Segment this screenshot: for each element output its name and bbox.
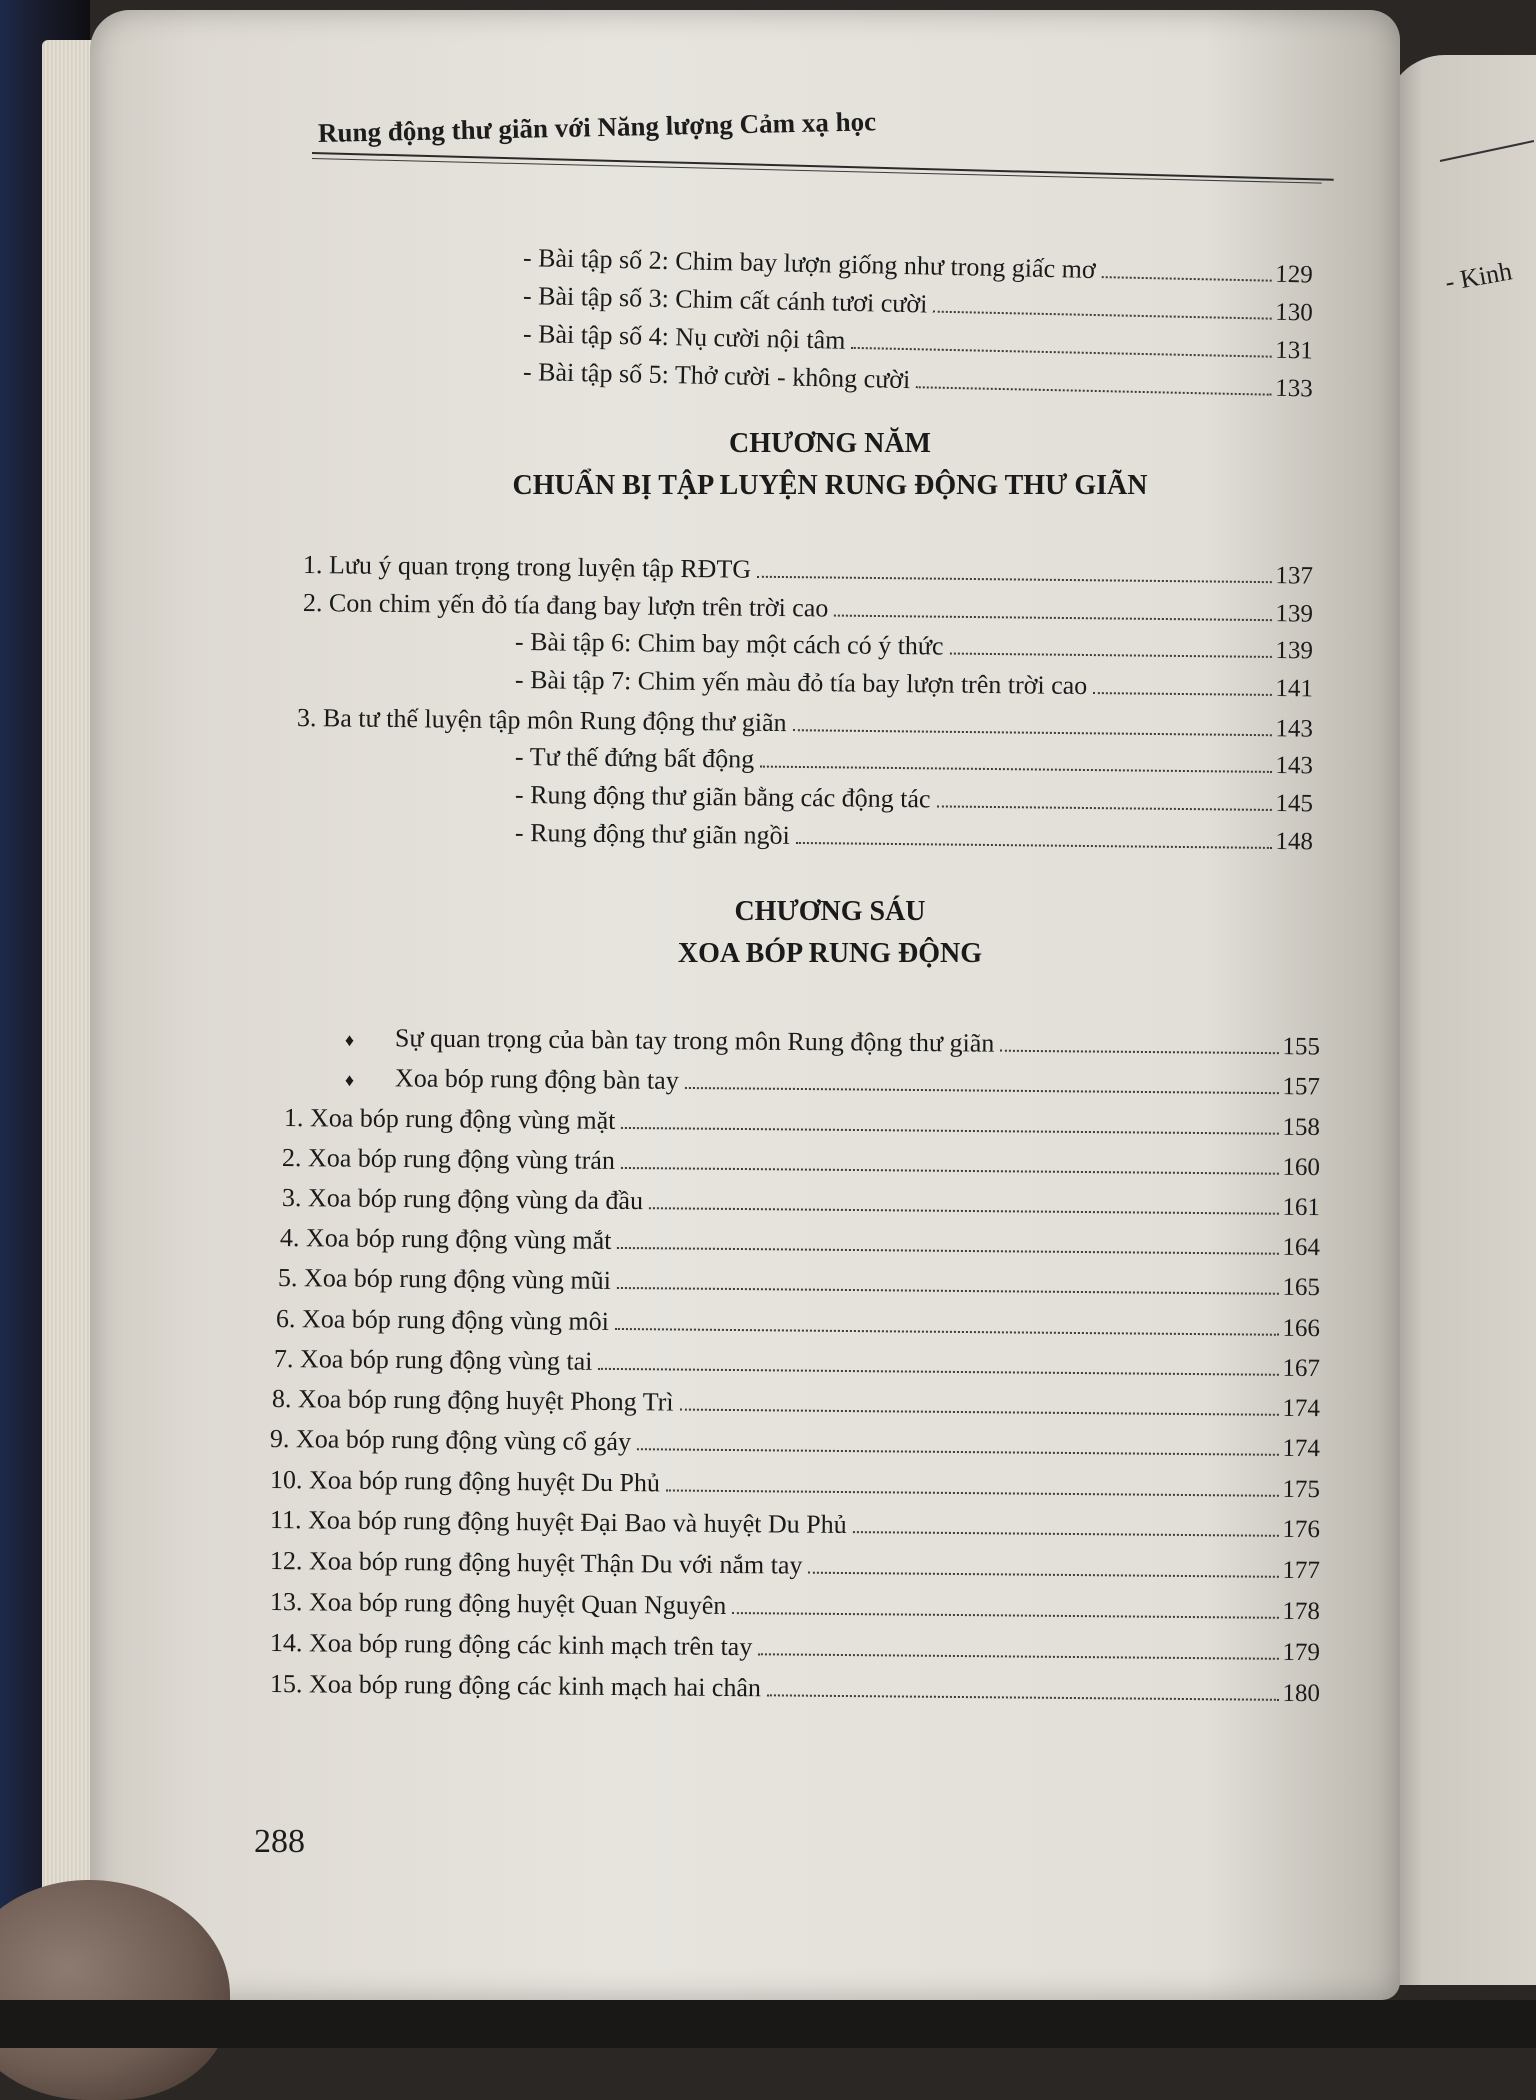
toc-leader xyxy=(1093,692,1271,696)
toc-entry-title: 1. Xoa bóp rung động vùng mặt xyxy=(283,1103,616,1135)
toc-entry-page: 143 xyxy=(1275,751,1314,780)
toc-entry-title: 6. Xoa bóp rung động vùng môi xyxy=(275,1304,610,1336)
toc-entry-page: 174 xyxy=(1282,1394,1321,1423)
toc-entry-page: 158 xyxy=(1282,1113,1321,1142)
toc-entry-title: - Bài tập số 2: Chim bay lượn giống như trong giấc mơ xyxy=(522,243,1096,284)
toc-entry-title: 3. Xoa bóp rung động vùng da đầu xyxy=(281,1183,644,1216)
chapter-title: XOA BÓP RUNG ĐỘNG xyxy=(677,938,983,969)
toc-entry-title: - Bài tập số 5: Thở cười - không cười xyxy=(522,357,911,395)
chapter-label: CHƯƠNG SÁU xyxy=(734,896,926,927)
toc-leader xyxy=(615,1328,1279,1336)
toc-entry-title: - Rung động thư giãn bằng các động tác xyxy=(514,780,931,814)
facing-page xyxy=(1385,55,1536,1985)
toc-leader xyxy=(760,766,1271,773)
toc-entry-page: 165 xyxy=(1282,1273,1321,1302)
toc-entry-page: 143 xyxy=(1275,715,1314,743)
toc-entry-page: 139 xyxy=(1275,600,1314,628)
toc-leader xyxy=(679,1409,1278,1416)
toc-entry-title: - Rung động thư giãn ngồi xyxy=(514,818,790,850)
toc-entry-page: 133 xyxy=(1275,374,1314,403)
toc-leader xyxy=(834,615,1271,622)
toc-leader xyxy=(808,1572,1278,1578)
toc-entry-title: 10. Xoa bóp rung động huyệt Du Phủ xyxy=(269,1465,661,1498)
toc-leader xyxy=(1000,1050,1278,1054)
toc-entry-title: 3. Ba tư thế luyện tập môn Rung động thư giãn xyxy=(296,703,787,738)
toc-leader xyxy=(621,1127,1278,1135)
toc-leader xyxy=(617,1247,1278,1255)
toc-leader xyxy=(598,1368,1278,1376)
toc-entry-title: 5. Xoa bóp rung động vùng mũi xyxy=(277,1263,612,1295)
toc-leader xyxy=(933,311,1271,320)
toc-entry-title: 14. Xoa bóp rung động các kinh mạch trên tay xyxy=(269,1628,753,1662)
toc-entry-title: 2. Xoa bóp rung động vùng trán xyxy=(281,1143,616,1175)
toc-entry-title: 2. Con chim yến đỏ tía đang bay lượn trên trời cao xyxy=(302,588,829,623)
facing-page-fragment: - Kinh xyxy=(1442,256,1515,297)
page-number: 288 xyxy=(254,1823,305,1860)
toc-leader xyxy=(617,1287,1279,1295)
toc-entry-title: 4. Xoa bóp rung động vùng mắt xyxy=(279,1223,612,1255)
toc-entry-title: 13. Xoa bóp rung động huyệt Quan Nguyên xyxy=(269,1587,727,1620)
toc-entry-title: 15. Xoa bóp rung động các kinh mạch hai chân xyxy=(269,1669,762,1703)
toc-leader xyxy=(796,842,1272,849)
toc-entry-page: 179 xyxy=(1282,1638,1321,1667)
toc-entry-title: 1. Lưu ý quan trọng trong luyện tập RĐTG xyxy=(302,550,752,584)
toc-leader xyxy=(757,576,1271,583)
toc-entry-page: 178 xyxy=(1282,1597,1321,1626)
chapter-label: CHƯƠNG NĂM xyxy=(729,428,931,459)
toc-entry-page: 129 xyxy=(1275,260,1314,289)
toc-entry-page: 175 xyxy=(1282,1475,1321,1504)
toc-entry-title: 8. Xoa bóp rung động huyệt Phong Trì xyxy=(271,1384,674,1417)
chapter-title: CHUẨN BỊ TẬP LUYỆN RUNG ĐỘNG THƯ GIÃN xyxy=(512,470,1148,501)
toc-entry-title: Xoa bóp rung động bàn tay xyxy=(394,1063,679,1095)
toc-entry-title: - Tư thế đứng bất động xyxy=(514,742,755,774)
background-surface xyxy=(0,2000,1536,2048)
toc-entry-page: 160 xyxy=(1282,1153,1321,1182)
running-header: Rung động thư giãn với Năng lượng Cảm xạ học xyxy=(317,106,877,148)
toc-entry-title: - Bài tập 6: Chim bay một cách có ý thức xyxy=(514,627,944,661)
toc-leader xyxy=(851,347,1271,358)
diamond-bullet-icon: ♦ xyxy=(344,1070,355,1091)
diamond-bullet-icon: ♦ xyxy=(344,1030,355,1051)
toc-entry-page: 180 xyxy=(1282,1679,1321,1708)
toc-entry-title: 9. Xoa bóp rung động vùng cổ gáy xyxy=(269,1424,632,1457)
toc-leader xyxy=(758,1653,1278,1660)
toc-leader xyxy=(621,1167,1279,1175)
toc-leader xyxy=(949,653,1271,658)
toc-entry-page: 155 xyxy=(1282,1033,1321,1061)
toc-leader xyxy=(666,1489,1279,1496)
toc-entry-page: 174 xyxy=(1282,1434,1321,1463)
toc-entry-page: 166 xyxy=(1282,1314,1321,1343)
toc-leader xyxy=(637,1448,1278,1456)
toc-entry-page: 139 xyxy=(1275,636,1314,665)
toc-leader xyxy=(853,1531,1279,1537)
toc-leader xyxy=(936,805,1271,811)
toc-entry-page: 157 xyxy=(1282,1073,1321,1101)
toc-entry-page: 161 xyxy=(1282,1193,1321,1222)
toc-entry-page: 130 xyxy=(1275,298,1314,327)
toc-entry-title: Sự quan trọng của bàn tay trong môn Rung động thư giãn xyxy=(394,1023,995,1058)
toc-leader xyxy=(916,386,1271,395)
toc-leader xyxy=(732,1612,1278,1619)
toc-entry-title: - Bài tập số 4: Nụ cười nội tâm xyxy=(522,319,846,355)
toc-entry-page: 148 xyxy=(1275,827,1314,856)
toc-entry-title: 7. Xoa bóp rung động vùng tai xyxy=(273,1344,593,1376)
toc-leader xyxy=(1101,276,1271,282)
toc-entry-title: 12. Xoa bóp rung động huyệt Thận Du với nắm tay xyxy=(269,1546,803,1580)
toc-leader xyxy=(685,1087,1279,1094)
toc-leader xyxy=(649,1207,1278,1214)
toc-leader xyxy=(793,729,1272,736)
toc-entry-page: 177 xyxy=(1282,1556,1321,1585)
toc-leader xyxy=(767,1694,1279,1700)
toc-entry-page: 167 xyxy=(1282,1354,1321,1383)
toc-entry-title: 11. Xoa bóp rung động huyệt Đại Bao và huyệt Du Phủ xyxy=(269,1505,847,1540)
toc-entry-page: 141 xyxy=(1275,674,1314,703)
toc-entry-title: - Bài tập số 3: Chim cất cánh tươi cười xyxy=(522,281,928,319)
toc-entry-page: 131 xyxy=(1275,336,1314,365)
toc-entry-page: 137 xyxy=(1275,562,1314,590)
toc-entry-title: - Bài tập 7: Chim yến màu đỏ tía bay lượn trên trời cao xyxy=(514,665,1088,700)
toc-entry-page: 145 xyxy=(1275,789,1314,818)
toc-entry-page: 164 xyxy=(1282,1233,1321,1262)
toc-entry-page: 176 xyxy=(1282,1515,1321,1544)
